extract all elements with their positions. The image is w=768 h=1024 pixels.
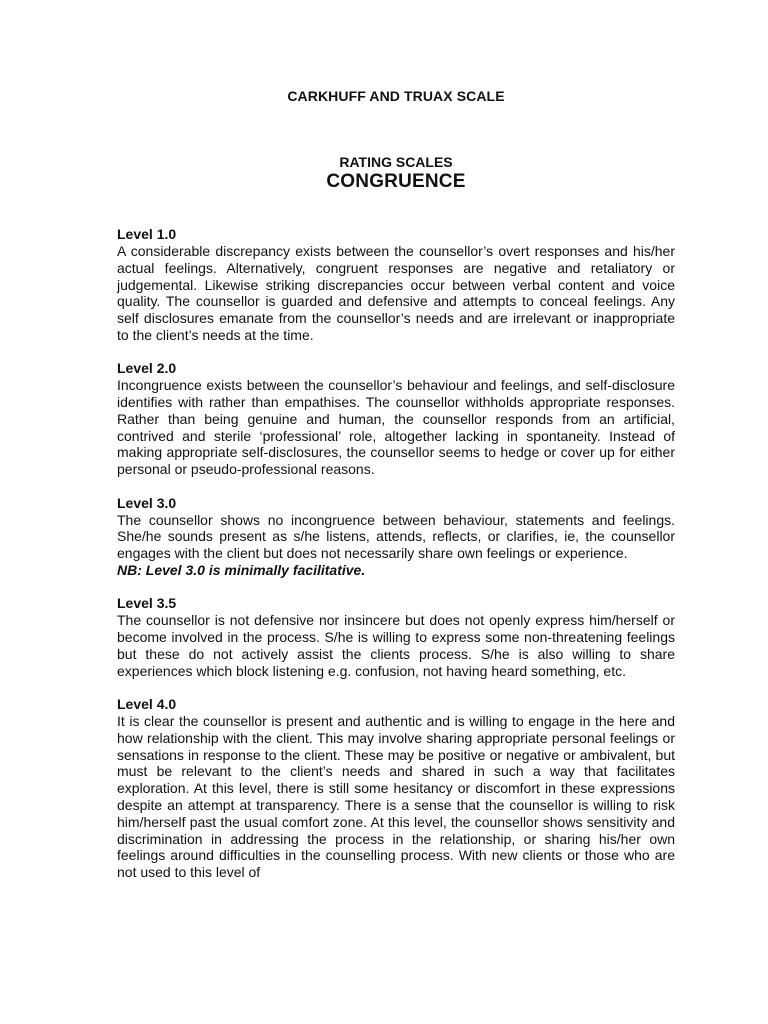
level-section — [117, 495, 675, 579]
level-section — [117, 360, 675, 478]
level-heading: Level 1.0 — [117, 226, 177, 242]
document-body — [117, 226, 675, 897]
document-title: CARKHUFF AND TRUAX SCALE — [287, 88, 505, 104]
level-heading: Level 4.0 — [117, 695, 177, 712]
level-description: A considerable discrepancy exists between the counsellor’s overt responses and his/her actual feelings. Alternatively, congruent responses are negative and retaliatory or judgemental. Likewise striking discrepancies occur between verbal content and voice quality. The counsellor is guarded and defensive and attempts to conceal feelings. Any self disclosures emanate from the counsellor’s needs and are irrelevant or inappropriate to the client’s needs at the time. — [117, 243, 675, 343]
level-section — [117, 696, 675, 881]
level-description: The counsellor is not defensive nor insincere but does not openly express him/herself or become involved in the process. S/he is willing to express some non-threatening feelings but these do not actively assist the clients process. S/he is also willing to share experiences which block listening e.g. confusion, not having heard something, etc. — [117, 612, 675, 679]
level-section — [117, 226, 675, 344]
level-description: The counsellor shows no incongruence between behaviour, statements and feelings. She/he sounds present as s/he listens, attends, reflects, or clarifies, ie, the counsellor engages with the client but does not necessarily share own feelings or experience. — [117, 511, 675, 562]
congruence-heading: CONGRUENCE — [326, 171, 466, 192]
level-description: It is clear the counsellor is present and authentic and is willing to engage in the here and how relationship with the client. This may involve sharing appropriate personal feelings or sensations in response to the client. These may be positive or negative or ambivalent, but must be relevant to the client’s needs and shared in such a way that facilitates exploration. At this level, there is still some hesitancy or discomfort in these expressions despite an attempt at transparency. There is a sense that the counsellor is willing to risk him/herself past the usual comfort zone. At this level, the counsellor shows sensitivity and discrimination in addressing the process in the relationship, or sharing his/her own feelings around difficulties in the counselling process. With new clients or those who are not used to this level of — [117, 712, 675, 881]
level-description: Incongruence exists between the counsellor’s behaviour and feelings, and self-disclosure identifies with rather than empathises. The counsellor withholds appropriate responses. Rather than being genuine and human, the counsellor responds from an artificial, contrived and sterile ‘professional’ role, altogether lacking in spontaneity. Instead of making appropriate self-disclosures, the counsellor seems to hedge or cover up for either personal or pseudo-professional reasons. — [117, 377, 675, 478]
rating-scales-subtitle: RATING SCALES — [339, 154, 453, 170]
facilitative-note: NB: Level 3.0 is minimally facilitative. — [117, 561, 366, 578]
level-section — [117, 595, 675, 679]
level-heading: Level 3.5 — [117, 595, 177, 612]
level-heading: Level 2.0 — [117, 360, 177, 377]
level-heading: Level 3.0 — [117, 494, 177, 511]
